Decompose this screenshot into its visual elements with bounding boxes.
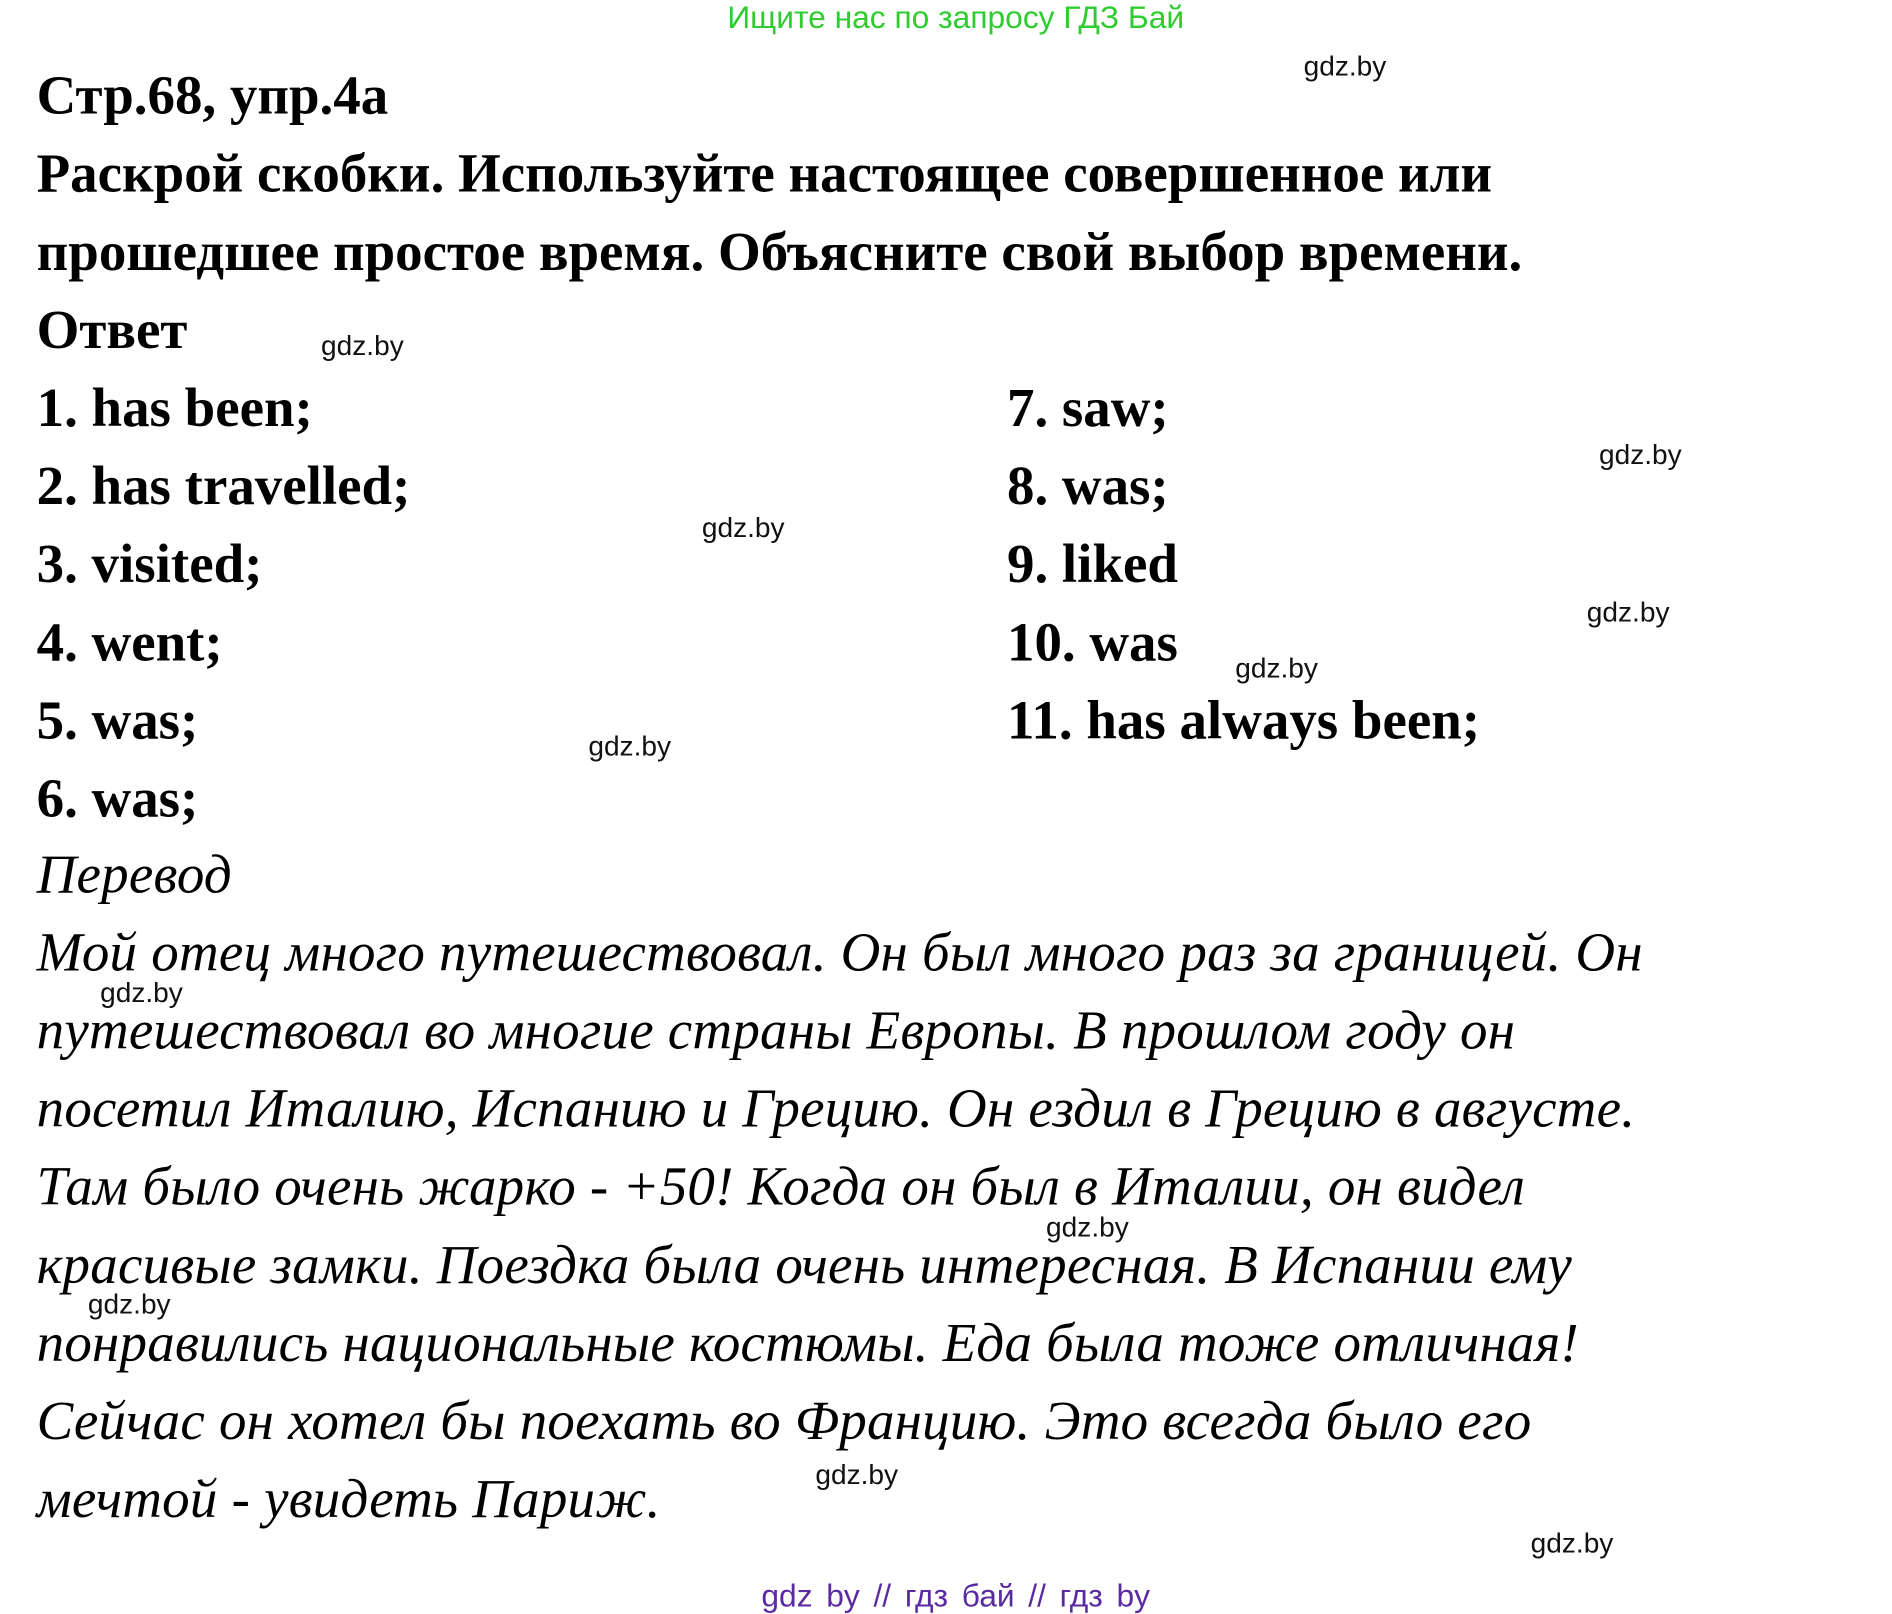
translation-line: посетил Италию, Испанию и Грецию. Он ездил в Грецию в августе. (36, 1077, 1636, 1139)
translation-line: Там было очень жарко - +50! Когда он был в Италии, он видел (36, 1155, 1525, 1217)
watermark: gdz.by (588, 729, 672, 762)
watermark: gdz.by (815, 1458, 899, 1491)
answer-item: 3. visited; (36, 533, 263, 595)
answer-item: 9. liked (1006, 533, 1178, 595)
instruction-line: прошедшее простое время. Объясните свой выбор времени. (36, 220, 1523, 282)
translation-heading: Перевод (36, 843, 232, 905)
watermark: gdz.by (1586, 595, 1670, 628)
translation-line: мечтой - увидеть Париж. (36, 1468, 661, 1530)
watermark: gdz.by (701, 511, 785, 544)
footer-links: gdz by // гдз бай // гдз by (761, 1577, 1151, 1614)
translation-line: Мой отец много путешествовал. Он был много раз за границей. Он (36, 921, 1643, 983)
answer-item: 10. was (1006, 611, 1178, 673)
watermark: gdz.by (1530, 1526, 1614, 1559)
watermark: gdz.by (321, 329, 404, 362)
answer-item: 11. has always been; (1006, 689, 1481, 751)
answer-item: 7. saw; (1006, 377, 1169, 439)
answer-item: 8. was; (1006, 455, 1169, 517)
watermark: gdz.by (1303, 50, 1387, 82)
translation-line: Сейчас он хотел бы поехать во Францию. Это всегда было его (36, 1390, 1532, 1452)
answer-item: 5. was; (36, 689, 199, 751)
answer-item: 4. went; (36, 611, 223, 673)
answer-heading: Ответ (36, 299, 188, 361)
watermark: gdz.by (100, 976, 183, 1009)
answer-item: 6. was; (36, 767, 199, 829)
answer-item: 1. has been; (36, 377, 313, 439)
search-banner: Ищите нас по запросу ГДЗ Бай (727, 0, 1185, 36)
instruction-line: Раскрой скобки. Используйте настоящее совершенное или (36, 142, 1493, 204)
watermark: gdz.by (1046, 1210, 1129, 1243)
translation-line: красивые замки. Поездка была очень интересная. В Испании ему (36, 1234, 1573, 1296)
watermark: gdz.by (1235, 651, 1318, 684)
watermark: gdz.by (1598, 438, 1682, 470)
translation-line: путешествовал во многие страны Европы. В прошлом году он (36, 999, 1516, 1061)
answer-item: 2. has travelled; (36, 455, 411, 517)
translation-line: понравились национальные костюмы. Еда была тоже отличная! (36, 1312, 1579, 1374)
watermark: gdz.by (87, 1287, 171, 1320)
page-title: Стр.68, упр.4а (36, 64, 389, 126)
